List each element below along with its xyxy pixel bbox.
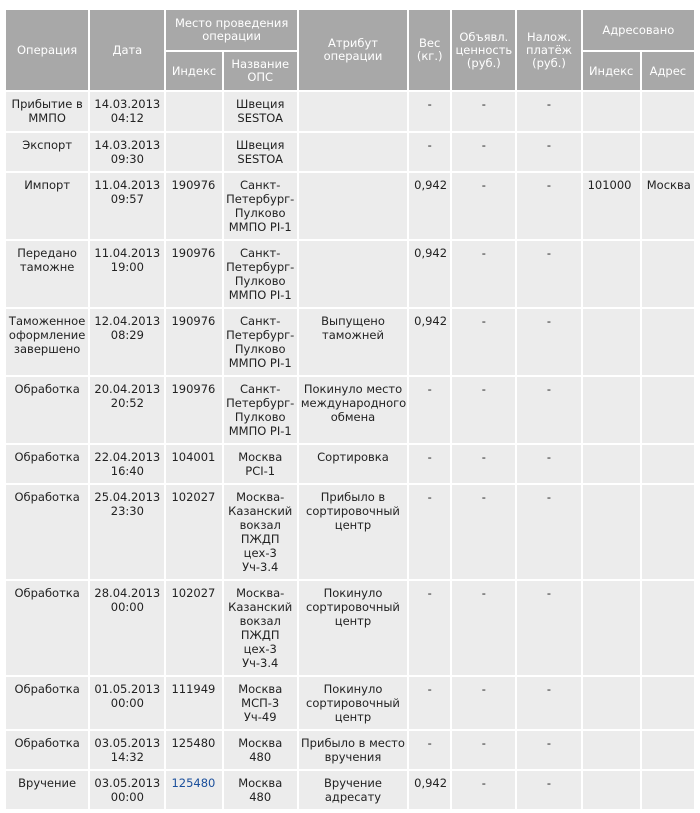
cell-operation: Обработка (6, 377, 88, 443)
header-addr-index: Индекс (583, 52, 640, 90)
cell-cod: - (517, 771, 580, 809)
cell-cod: - (517, 173, 580, 239)
cell-attribute (299, 133, 407, 171)
table-row (6, 445, 694, 483)
cell-index: 190976 (166, 173, 221, 239)
table-row (6, 677, 694, 729)
cell-index: 111949 (166, 677, 221, 729)
cell-attribute: Прибыло в место вручения (299, 731, 407, 769)
header-date: Дата (90, 10, 164, 90)
cell-date: 03.05.2013 00:00 (90, 771, 164, 809)
header-operation: Операция (6, 10, 88, 90)
cell-index: 190976 (166, 377, 221, 443)
cell-ops-name: Москва PCI-1 (224, 445, 297, 483)
cell-cod: - (517, 241, 580, 307)
cell-date: 12.04.2013 08:29 (90, 309, 164, 375)
cell-attribute: Покинуло сортировочный центр (299, 677, 407, 729)
cell-ops-name: Москва МСП-3 Уч-49 (224, 677, 297, 729)
cell-ops-name: Москва-Казанский вокзал ПЖДП цех-3 Уч-3.4 (224, 581, 297, 675)
cell-cod: - (517, 677, 580, 729)
cell-addr (642, 731, 694, 769)
table-row (6, 377, 694, 443)
cell-operation: Вручение (6, 771, 88, 809)
cell-weight: - (409, 92, 450, 131)
cell-operation: Обработка (6, 581, 88, 675)
cell-cod: - (517, 133, 580, 171)
cell-cod: - (517, 445, 580, 483)
index-link[interactable]: 125480 (171, 776, 216, 790)
header-weight: Вес (кг.) (409, 10, 450, 90)
cell-addr-index (583, 581, 640, 675)
cell-weight: - (409, 133, 450, 171)
cell-ops-name: Санкт-Петербург-Пулково ММПО PI-1 (224, 173, 297, 239)
tracking-table (4, 8, 696, 811)
header-place-name: Название ОПС (224, 52, 297, 90)
cell-declared-value: - (452, 581, 515, 675)
cell-date: 14.03.2013 09:30 (90, 133, 164, 171)
cell-declared-value: - (452, 173, 515, 239)
cell-attribute: Сортировка (299, 445, 407, 483)
cell-addr-index (583, 485, 640, 579)
cell-declared-value: - (452, 309, 515, 375)
table-row (6, 731, 694, 769)
cell-index (166, 92, 221, 131)
cell-date: 20.04.2013 20:52 (90, 377, 164, 443)
cell-addr: Москва (642, 173, 694, 239)
cell-date: 25.04.2013 23:30 (90, 485, 164, 579)
cell-attribute: Вручение адресату (299, 771, 407, 809)
cell-addr-index (583, 92, 640, 131)
cell-operation: Обработка (6, 445, 88, 483)
table-row (6, 581, 694, 675)
cell-cod: - (517, 309, 580, 375)
cell-ops-name: Москва 480 (224, 731, 297, 769)
cell-operation: Прибытие в ММПО (6, 92, 88, 131)
cell-declared-value: - (452, 133, 515, 171)
cell-date: 14.03.2013 04:12 (90, 92, 164, 131)
cell-addr (642, 377, 694, 443)
cell-operation: Таможенное оформление завершено (6, 309, 88, 375)
cell-operation: Передано таможне (6, 241, 88, 307)
cell-operation: Экспорт (6, 133, 88, 171)
cell-date: 28.04.2013 00:00 (90, 581, 164, 675)
cell-addr (642, 445, 694, 483)
cell-attribute: Покинуло место международного обмена (299, 377, 407, 443)
cell-weight: 0,942 (409, 241, 450, 307)
header-attribute: Атрибут операции (299, 10, 407, 90)
cell-declared-value: - (452, 241, 515, 307)
cell-addr-index (583, 771, 640, 809)
cell-operation: Обработка (6, 731, 88, 769)
cell-addr-index (583, 309, 640, 375)
header-place-index: Индекс (166, 52, 221, 90)
cell-ops-name: Швеция SESTOA (224, 133, 297, 171)
table-row (6, 485, 694, 579)
cell-addr-index: 101000 (583, 173, 640, 239)
table-body (6, 92, 694, 809)
cell-attribute: Прибыло в сортировочный центр (299, 485, 407, 579)
cell-index: 102027 (166, 581, 221, 675)
cell-declared-value: - (452, 92, 515, 131)
cell-declared-value: - (452, 677, 515, 729)
cell-declared-value: - (452, 771, 515, 809)
cell-declared-value: - (452, 377, 515, 443)
cell-operation: Импорт (6, 173, 88, 239)
cell-weight: 0,942 (409, 771, 450, 809)
cell-weight: - (409, 445, 450, 483)
cell-weight: 0,942 (409, 309, 450, 375)
cell-date: 01.05.2013 00:00 (90, 677, 164, 729)
cell-ops-name: Санкт-Петербург-Пулково ММПО PI-1 (224, 377, 297, 443)
cell-weight: - (409, 581, 450, 675)
cell-date: 22.04.2013 16:40 (90, 445, 164, 483)
cell-index: 190976 (166, 241, 221, 307)
cell-addr-index (583, 377, 640, 443)
cell-attribute (299, 92, 407, 131)
cell-attribute (299, 173, 407, 239)
header-declared-value: Объявл. ценность (руб.) (452, 10, 515, 90)
cell-addr (642, 771, 694, 809)
cell-addr (642, 309, 694, 375)
header-addr: Адрес (642, 52, 694, 90)
cell-cod: - (517, 581, 580, 675)
cell-declared-value: - (452, 485, 515, 579)
cell-addr-index (583, 133, 640, 171)
cell-addr (642, 92, 694, 131)
cell-operation: Обработка (6, 677, 88, 729)
cell-cod: - (517, 377, 580, 443)
cell-attribute (299, 241, 407, 307)
cell-cod: - (517, 485, 580, 579)
cell-attribute: Выпущено таможней (299, 309, 407, 375)
cell-cod: - (517, 92, 580, 131)
table-row (6, 771, 694, 809)
cell-addr (642, 485, 694, 579)
cell-ops-name: Швеция SESTOA (224, 92, 297, 131)
cell-ops-name: Москва-Казанский вокзал ПЖДП цех-3 Уч-3.4 (224, 485, 297, 579)
cell-cod: - (517, 731, 580, 769)
cell-addr-index (583, 445, 640, 483)
cell-weight: - (409, 377, 450, 443)
cell-addr (642, 677, 694, 729)
cell-ops-name: Москва 480 (224, 771, 297, 809)
table-row (6, 92, 694, 131)
cell-addr-index (583, 677, 640, 729)
header-place: Место проведения операции (166, 10, 296, 50)
table-row (6, 133, 694, 171)
cell-weight: - (409, 731, 450, 769)
cell-index (166, 771, 221, 809)
cell-ops-name: Санкт-Петербург-Пулково ММПО PI-1 (224, 309, 297, 375)
cell-addr-index (583, 241, 640, 307)
cell-date: 11.04.2013 19:00 (90, 241, 164, 307)
cell-date: 11.04.2013 09:57 (90, 173, 164, 239)
cell-weight: 0,942 (409, 173, 450, 239)
cell-addr (642, 241, 694, 307)
cell-index: 104001 (166, 445, 221, 483)
cell-addr (642, 581, 694, 675)
cell-index: 102027 (166, 485, 221, 579)
cell-weight: - (409, 677, 450, 729)
cell-date: 03.05.2013 14:32 (90, 731, 164, 769)
cell-declared-value: - (452, 731, 515, 769)
cell-declared-value: - (452, 445, 515, 483)
cell-ops-name: Санкт-Петербург-Пулково ММПО PI-1 (224, 241, 297, 307)
table-header (6, 10, 694, 90)
cell-addr-index (583, 731, 640, 769)
header-cod: Налож. платёж (руб.) (517, 10, 580, 90)
table-row (6, 173, 694, 239)
cell-attribute: Покинуло сортировочный центр (299, 581, 407, 675)
cell-addr (642, 133, 694, 171)
table-row (6, 241, 694, 307)
cell-operation: Обработка (6, 485, 88, 579)
header-addressed: Адресовано (583, 10, 694, 50)
cell-index (166, 133, 221, 171)
cell-index: 190976 (166, 309, 221, 375)
cell-weight: - (409, 485, 450, 579)
table-row (6, 309, 694, 375)
cell-index: 125480 (166, 731, 221, 769)
